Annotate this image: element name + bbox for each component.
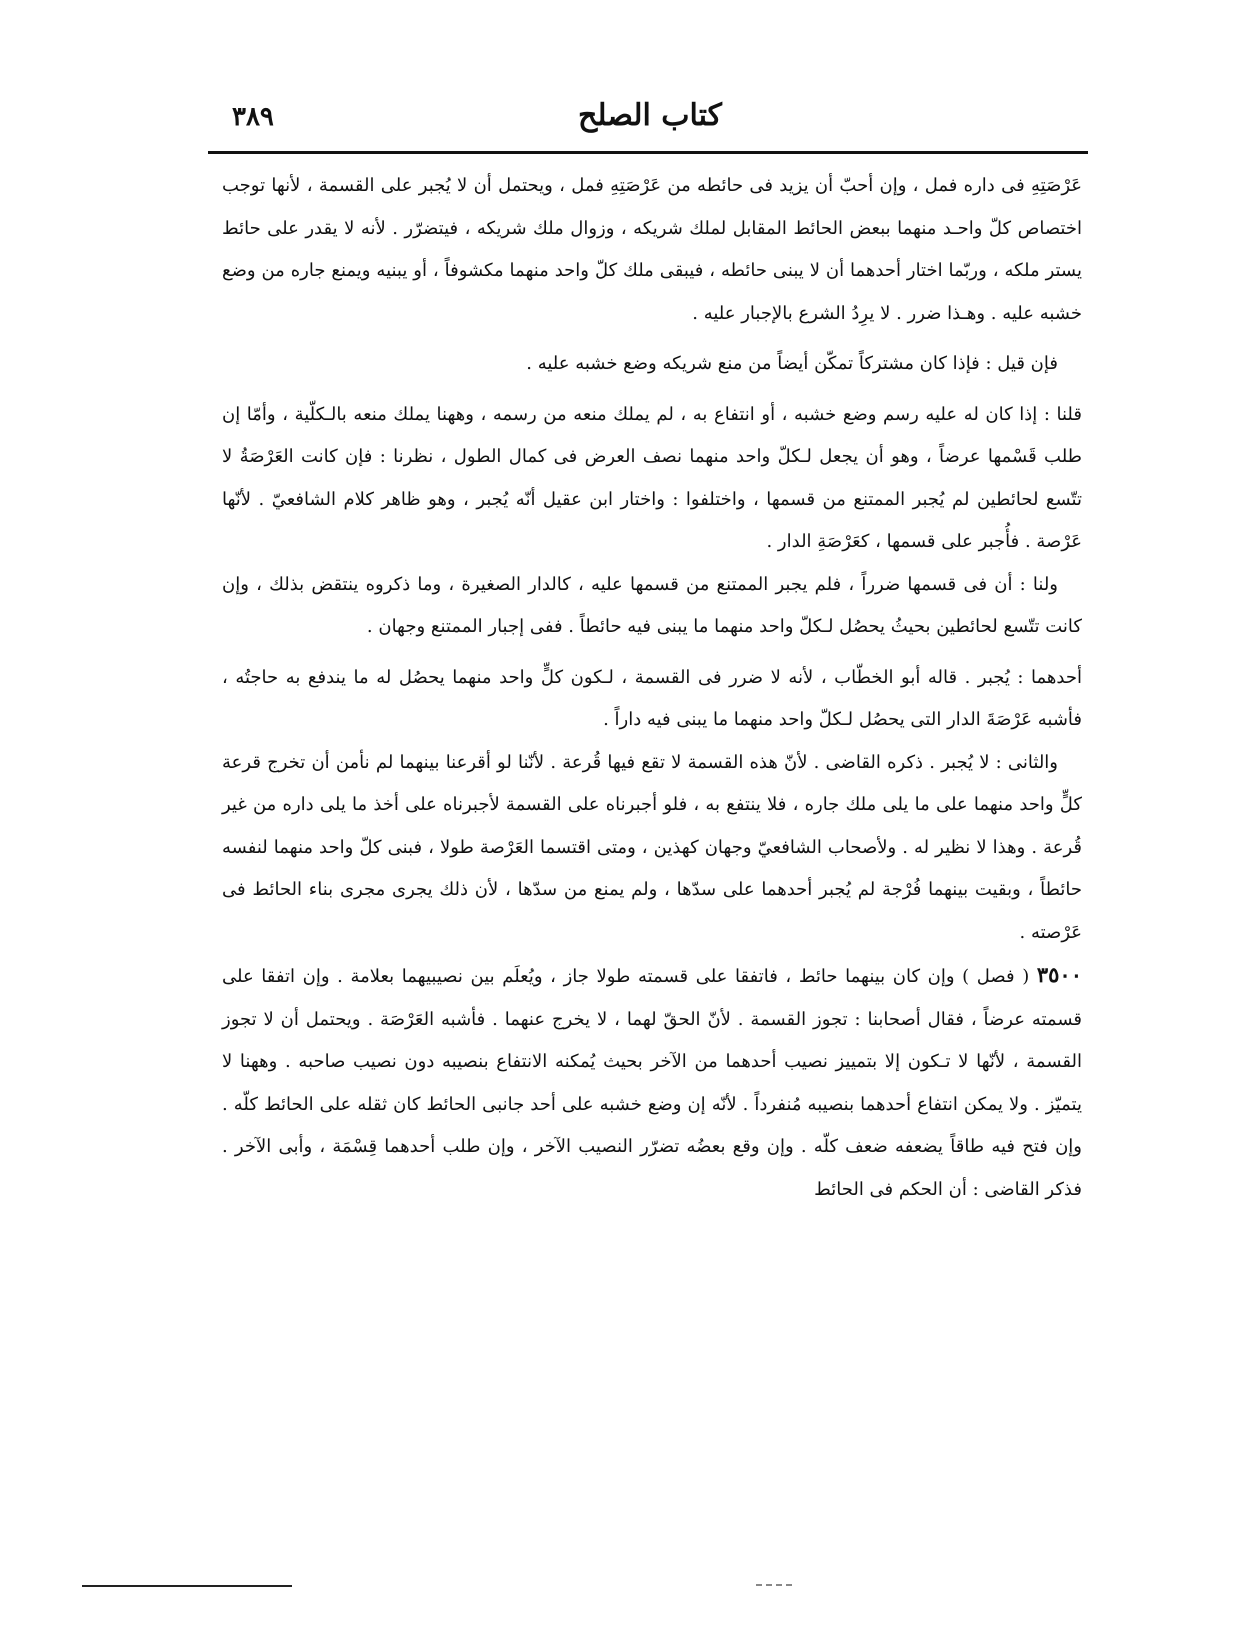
- text-line: بذلك ، وإن كانت تتّسع لحائطين بحيثُ يحصُل لـكلّ واحد منهما ما يبنى فيه حائطاً . ففى إجبار: [222, 573, 1082, 637]
- text-line: لأنها توجب اختصاص كلّ واحـد منهما ببعض الحائط المقابل لملك شريكه ، وزوال ملك شريكه ،: [222, 175, 1082, 239]
- header-rule: [208, 151, 1088, 154]
- paragraph-1: [222, 165, 1082, 335]
- text-line: بالـكلّية ، وأمّا إن طلب قَسْمها عرضاً ، وهو أن يجعل لـكلّ واحد منهما نصف العرض فى كمال الطول ،: [222, 403, 1082, 467]
- text-line: تضرّر النصيب الآخر ، وإن طلب أحدهما قِسْمَة ، وأبى الآخر . فذكر القاضى : أن الحكم فى الحائط: [222, 1136, 1082, 1200]
- footnote-rule: [82, 1585, 292, 1587]
- text-line: بالإجبار عليه .: [692, 302, 793, 324]
- bottom-mark: [756, 1584, 792, 1586]
- section-number: ٣٥٠٠: [1036, 962, 1082, 987]
- page-header: [210, 98, 1090, 146]
- text-line: فإن قيل : فإذا كان مشتركاً تمكّن أيضاً من منع شريكه وضع خشبه عليه .: [526, 353, 1058, 374]
- text-line: ويحتمل أن لا تجوز القسمة ، لأنّها لا تـكون إلا بتمييز نصيب أحدهما من الآخر بحيث يُمكنه الانتفاع: [222, 1008, 1082, 1072]
- text-line: به حاجتُه ، فأشبه عَرْصَةَ الدار التى يحصُل لـكلّ واحد منهما ما يبنى فيه داراً .: [222, 666, 1082, 730]
- text-line: والثانى : لا يُجبر . ذكره القاضى . لأنّ هذه القسمة لا تقع فيها قُرعة . لأنّنا لو أقرعنا بينهما لم نأمن أن: [311, 751, 1059, 773]
- paragraph-2: [222, 343, 1082, 386]
- text-line: ( فصل ) وإن كان بينهما حائط ، فاتفقا على قسمته طولا جاز ، ويُعلَم بين نصيبيهما بعلامة .: [337, 966, 1030, 987]
- text-line: أخذ ما يلى داره من غير قُرعة . وهذا لا نظير له . ولأصحاب الشافعيّ وجهان كهذين ، ومتى اقتسما العَرْصة: [222, 794, 1083, 858]
- text-line: قلنا : إذا كان له عليه رسم وضع خشبه ، أو انتفاع به ، لم يملك منعه من رسمه ، وههنا يملك منعه: [353, 403, 1083, 425]
- text-line: على أحد جانبى الحائط كان ثقله على الحائط كلّه . وإن فتح فيه طاقاً يضعفه ضعف كلّه . وإن وقع بعضُه: [222, 1093, 1082, 1157]
- text-line: تخرج قرعة كلٍّ واحد منهما على ما يلى ملك جاره ، فلا ينتفع به ، فلو أجبرناه على القسمة لأجبرناه على: [222, 751, 1082, 815]
- running-title: كتاب الصلح: [578, 98, 722, 133]
- text-line: الممتنع وجهان .: [366, 616, 483, 637]
- paragraph-3: [222, 394, 1082, 564]
- text-line: بنصيبه دون نصيب صاحبه . وههنا لا يتميّز . ولا يمكن انتفاع أحدهما بنصيبه مُنفرداً . لأنّه إن وضع خشبه: [222, 1051, 1082, 1115]
- paragraph-7: [222, 954, 1082, 1211]
- paragraph-4: [222, 564, 1082, 649]
- paragraph-5: [222, 657, 1082, 742]
- text-line: وإن اتفقا على قسمته عرضاً ، فقال أصحابنا : تجوز القسمة . لأنّ الحقّ لهما ، لا يخرج عنهما . فأشبه العَرْصَة .: [222, 966, 1082, 1030]
- text-line: سدّها ، لأن ذلك يجرى مجرى بناء الحائط فى عَرْصته .: [222, 879, 1082, 943]
- text-line: أحدهما : يُجبر . قاله أبو الخطّاب ، لأنه لا ضرر فى القسمة ، لـكون كلٍّ واحد منهما يحصُل له ما يندفع: [307, 666, 1082, 688]
- page-number: ٣٨٩: [232, 102, 274, 132]
- text-line: طولا ، فبنى كلّ واحد منهما لنفسه حائطاً ، وبقيت بينهما فُرْجة لم يُجبر أحدهما على سدّها ، ولم يمنع من: [222, 836, 1082, 900]
- text-line: واحد منهما مكشوفاً ، أو يبنيه ويمنع جاره من وضع خشبه عليه . وهـذا ضرر . لا يرِدُ الشرع: [222, 260, 1082, 324]
- text-line: عَرْصَتِهِ فى داره فمل ، وإن أحبّ أن يزيد فى حائطه من عَرْصَتِهِ فمل ، ويحتمل أن لا يُجبر على القسمة ،: [306, 175, 1082, 196]
- text-line: يُجبر ، وهو ظاهر كلام الشافعيّ . لأنّها عَرْصة . فأُجبر على قسمها ، كعَرْصَةِ الدار .: [222, 488, 1082, 552]
- text-line: نظرنا : فإن كانت العَرْصَةُ لا تتّسع لحائطين لم يُجبر الممتنع من قسمها ، واختلفوا : واختار ابن عقيل أنّه: [222, 446, 1082, 510]
- paragraph-6: [222, 742, 1082, 955]
- text-line: فيتضرّر . لأنه لا يقدر على حائط يستر ملكه ، وربّما اختار أحدهما أن لا يبنى حائطه ، فيبقى ملك كلّ: [222, 217, 1082, 281]
- body-text: [222, 165, 1082, 1211]
- text-line: ولنا : أن فى قسمها ضرراً ، فلم يجبر الممتنع من قسمها عليه ، كالدار الصغيرة ، وما ذكروه ينتقض: [311, 573, 1058, 595]
